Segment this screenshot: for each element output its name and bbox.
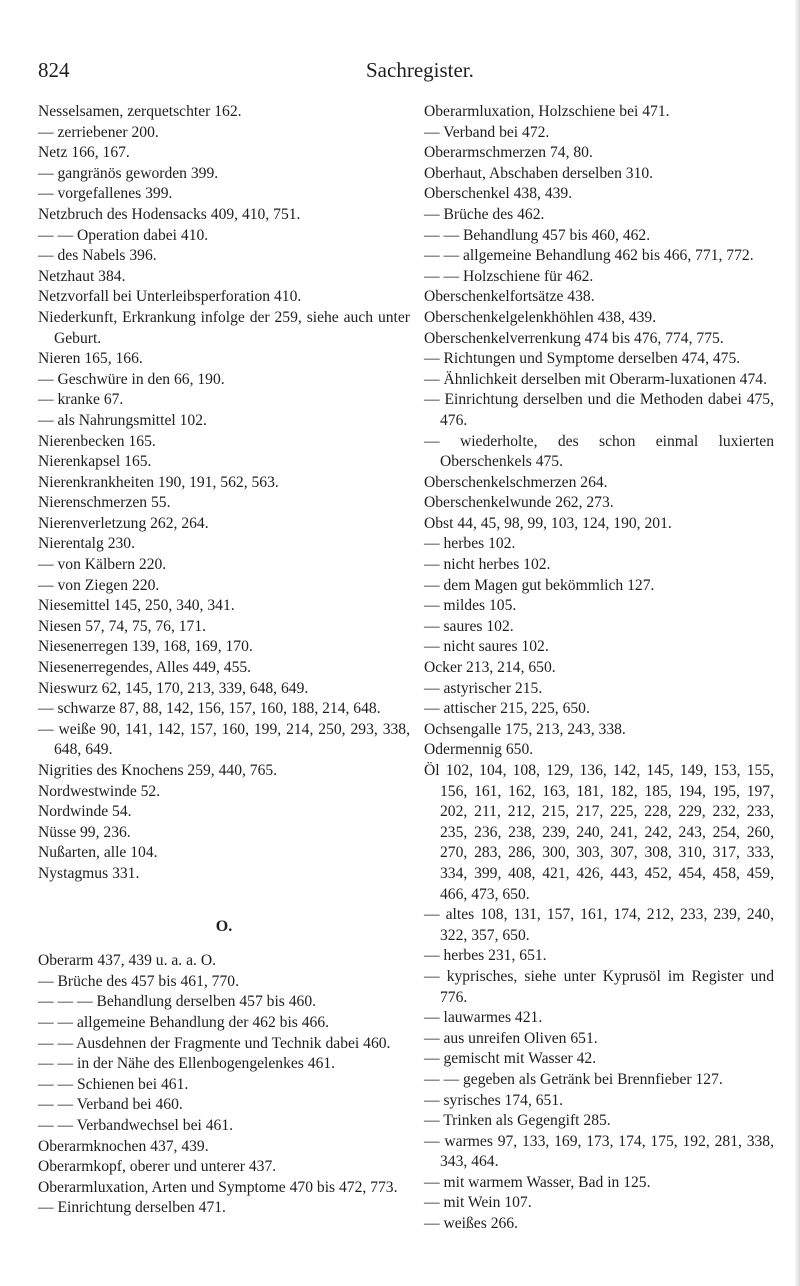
index-entry: — lauwarmes 421. [424,1009,543,1027]
index-entry: — altes 108, 131, 157, 161, 174, 212, 233, 239, 240, 322, 357, 650. [424,906,774,944]
index-entry: — nicht saures 102. [424,638,549,656]
index-entry: — — Verbandwechsel bei 461. [38,1116,234,1134]
index-entry: — mit warmem Wasser, Bad in 125. [424,1173,651,1191]
index-entry: — — Operation dabei 410. [38,226,209,244]
index-entry: Netz 166, 167. [38,144,130,162]
index-entry: Niesen 57, 74, 75, 76, 171. [38,617,207,635]
index-entry: Nierenkrankheiten 190, 191, 562, 563. [38,473,279,491]
index-entry: — gemischt mit Wasser 42. [424,1050,597,1068]
left-column [38,102,410,1219]
index-entry: — weißes 266. [424,1215,518,1233]
index-entry: — kyprisches, siehe unter Kyprusöl im Register und 776. [424,967,774,1006]
index-entry: — gangränös geworden 399. [38,164,219,182]
index-entry: — von Kälbern 220. [38,556,167,574]
index-entry: — attischer 215, 225, 650. [424,700,590,718]
index-entry: — mit Wein 107. [424,1194,532,1212]
entries-o [38,951,410,1219]
index-entry: Nierentalg 230. [38,535,135,553]
index-entry: Nußarten, alle 104. [38,844,158,862]
index-entry: — — allgemeine Behandlung 462 bis 466, 771, 772. [424,247,754,265]
index-entry: — Brüche des 457 bis 461, 770. [38,972,239,990]
index-entry: Nordwinde 54. [38,803,132,821]
index-entry: Oberarmluxation, Holzschiene bei 471. [424,103,670,120]
index-entry: Oberschenkelverrenkung 474 bis 476, 774, 775. [424,329,724,347]
index-entry: — von Ziegen 220. [38,576,160,594]
index-entry: — wiederholte, des schon einmal luxierten Oberschenkels 475. [424,432,774,471]
index-entry: — schwarze 87, 88, 142, 156, 157, 160, 188, 214, 648. [38,700,381,718]
index-entry: — Einrichtung derselben und die Methoden dabei 475, 476. [424,391,774,429]
index-entry: Oberschenkelwunde 262, 273. [424,494,614,512]
index-entry: — — Behandlung 457 bis 460, 462. [424,226,651,244]
index-entry: — — in der Nähe des Ellenbogengelenkes 461. [38,1055,336,1073]
index-entry: Nierenschmerzen 55. [38,494,171,512]
page-number: 824 [38,58,70,82]
index-entry: Nesselsamen, zerquetschter 162. [38,103,242,120]
index-entry: Nigrities des Knochens 259, 440, 765. [38,762,278,779]
index-entry: Niesenerregendes, Alles 449, 455. [38,659,252,677]
index-entry: — saures 102. [424,617,514,635]
index-entry: Niesemittel 145, 250, 340, 341. [38,597,235,615]
index-entry: Ochsengalle 175, 213, 243, 338. [424,720,626,738]
index-entry: Oberarmknochen 437, 439. [38,1137,209,1155]
index-entry: Nierenkapsel 165. [38,453,152,471]
index-entry: Netzhaut 384. [38,267,126,285]
index-entry: — — gegeben als Getränk bei Brennfieber 127. [424,1070,723,1088]
index-entry: Oberarm 437, 439 u. a. a. O. [38,952,216,970]
index-entry: Obst 44, 45, 98, 99, 103, 124, 190, 201. [424,514,672,532]
index-entry: — Trinken als Gegengift 285. [424,1112,611,1130]
index-entry: — dem Magen gut bekömmlich 127. [424,576,655,594]
index-entry: Oberhaut, Abschaben derselben 310. [424,164,654,182]
entries-o-continued [424,102,774,1235]
index-entry: — Richtungen und Symptome derselben 474, 475. [424,350,741,368]
index-entry: — — — Behandlung derselben 457 bis 460. [38,993,317,1011]
index-entry: Netzvorfall bei Unterleibsperforation 410. [38,288,302,306]
index-entry: Oberschenkelschmerzen 264. [424,473,608,491]
index-entry: Nüsse 99, 236. [38,823,131,841]
page-edge-shadow [794,0,800,1286]
index-entry: — aus unreifen Oliven 651. [424,1029,598,1047]
index-entry: — Verband bei 472. [424,123,550,141]
index-entry: — astyrischer 215. [424,679,543,697]
index-entry: Nieren 165, 166. [38,350,143,368]
index-entry: — Brüche des 462. [424,205,545,223]
index-entry: Ocker 213, 214, 650. [424,659,556,677]
index-entry: Nordwestwinde 52. [38,782,161,800]
index-entry: — — Schienen bei 461. [38,1075,189,1093]
right-column [424,102,774,1235]
index-entry: — Einrichtung derselben 471. [38,1199,226,1217]
index-entry: — — allgemeine Behandlung der 462 bis 466. [38,1013,330,1031]
index-entry: Oberschenkel 438, 439. [424,185,573,203]
index-entry: — mildes 105. [424,597,517,615]
index-entry: — zerriebener 200. [38,123,159,141]
index-entry: — herbes 231, 651. [424,947,547,965]
running-head: Sachregister. [366,58,474,82]
index-entry: — herbes 102. [424,535,516,553]
index-entry: Niesenerregen 139, 168, 169, 170. [38,638,253,656]
index-entry: — warmes 97, 133, 169, 173, 174, 175, 192, 281, 338, 343, 464. [424,1132,774,1171]
index-entry: Oberarmluxation, Arten und Symptome 470 bis 472, 773. [38,1178,398,1196]
index-entry: — syrisches 174, 651. [424,1091,564,1109]
index-entry: — weiße 90, 141, 142, 157, 160, 199, 214, 250, 293, 338, 648, 649. [38,720,410,759]
index-entry: Niederkunft, Erkrankung infolge der 259, siehe auch unter Geburt. [38,308,410,347]
index-entry: Netzbruch des Hodensacks 409, 410, 751. [38,205,301,223]
entries-n [38,102,410,885]
index-entry: Nierenbecken 165. [38,432,156,450]
index-entry: Nierenverletzung 262, 264. [38,514,209,532]
index-entry: Odermennig 650. [424,741,534,759]
index-entry: — Ähnlichkeit derselben mit Oberarm-luxationen 474. [424,370,767,388]
index-entry: Oberarmschmerzen 74, 80. [424,144,593,162]
index-entry: — — Ausdehnen der Fragmente und Technik dabei 460. [38,1034,391,1052]
index-entry: — Geschwüre in den 66, 190. [38,370,225,388]
index-entry: Oberarmkopf, oberer und unterer 437. [38,1158,277,1176]
index-entry: Nieswurz 62, 145, 170, 213, 339, 648, 649. [38,679,309,697]
index-entry: — nicht herbes 102. [424,556,551,574]
index-entry: — kranke 67. [38,391,124,409]
index-entry: Oberschenkelgelenkhöhlen 438, 439. [424,308,657,326]
index-entry: Oberschenkelfortsätze 438. [424,288,595,306]
index-entry: Nystagmus 331. [38,864,140,882]
index-entry: — als Nahrungsmittel 102. [38,411,207,429]
index-entry: — — Holzschiene für 462. [424,267,594,285]
index-entry: — vorgefallenes 399. [38,185,173,203]
index-entry: — des Nabels 396. [38,247,157,265]
section-letter: O. [215,917,233,935]
index-entry: Öl 102, 104, 108, 129, 136, 142, 145, 149, 153, 155, 156, 161, 162, 163, 181, 182, 185, 194, 195, 197, 202, 211, 212, 215, 217, 225, 228, 229, 232, 233, 235, 236, 238, 239, 240, 241, 242, 243, 254, 260, 270, 283, 286, 300, 303, 307, 308, 310, 317, 333, 334, 399, 408, 421, 426, 443, 452, 454, 458, 459, 466, 473, 650. [424,762,774,903]
index-entry: — — Verband bei 460. [38,1096,183,1114]
